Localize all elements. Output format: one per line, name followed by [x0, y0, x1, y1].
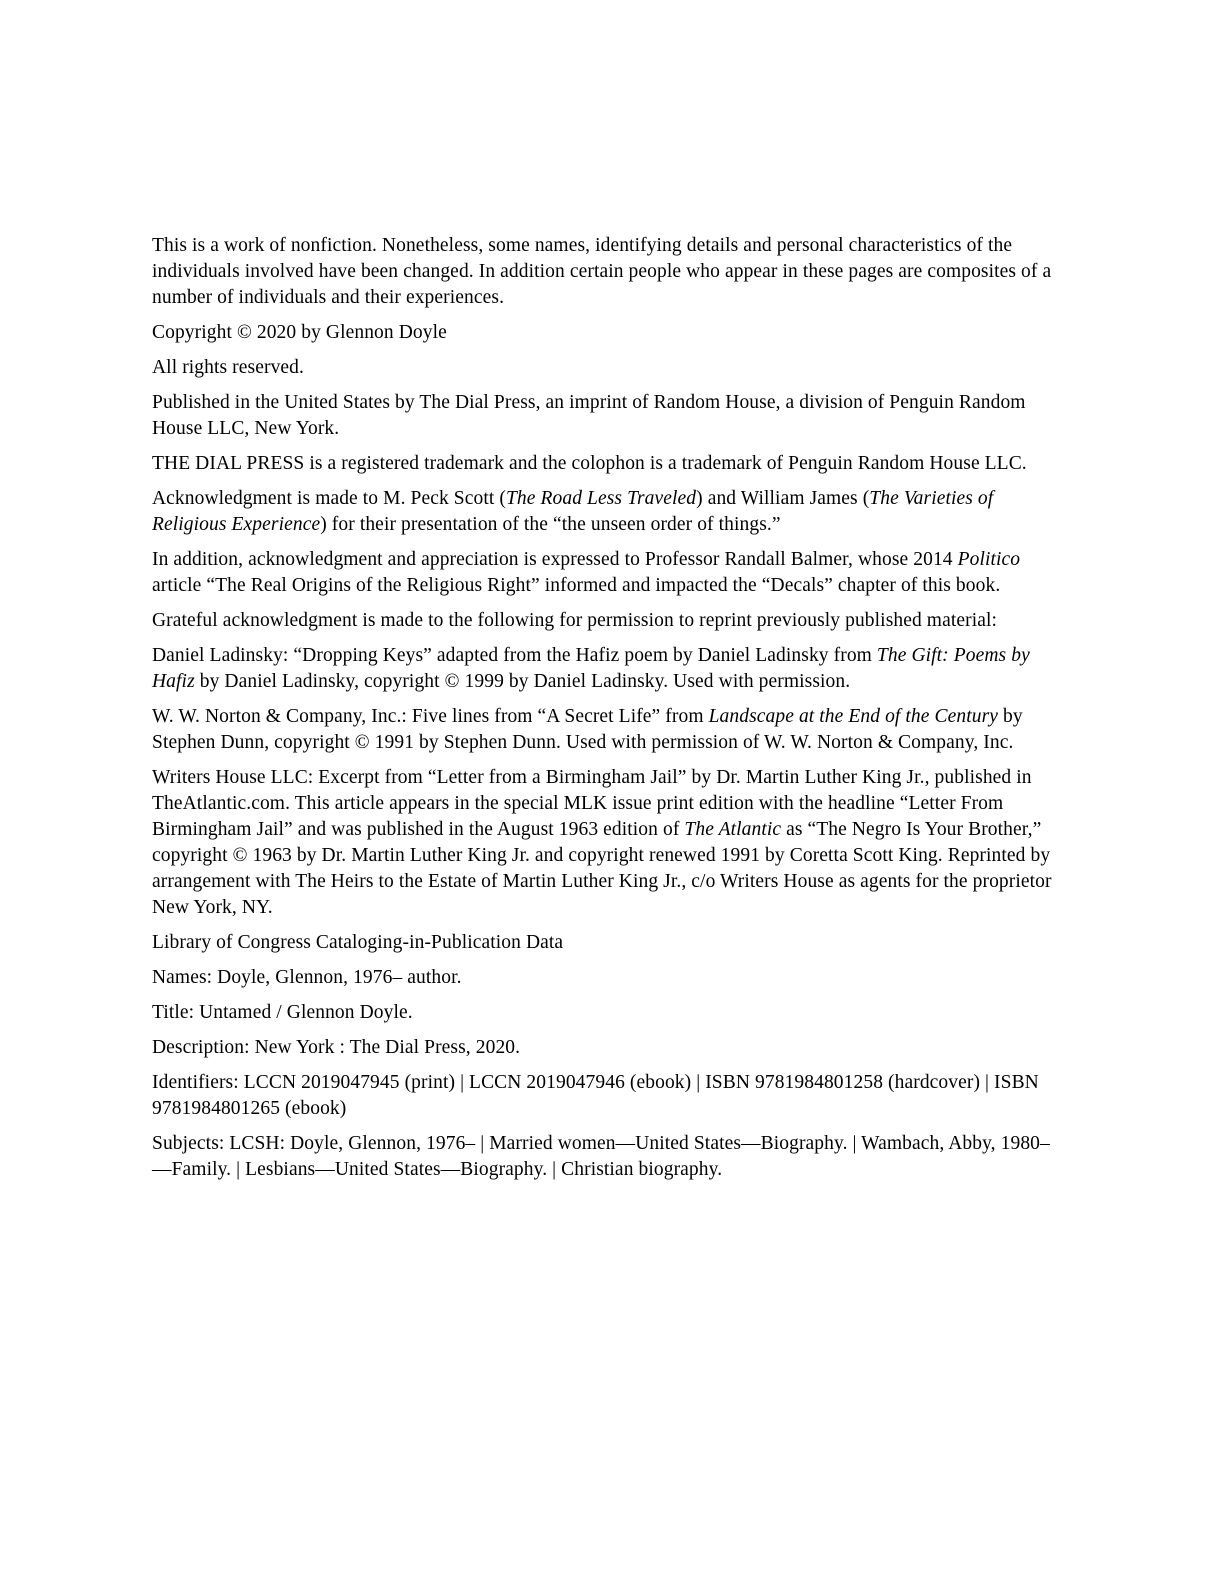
paragraph [152, 1070, 1068, 1122]
text-run: Subjects: LCSH: Doyle, Glennon, 1976– | Married women—United States—Biography. | Wambach, Abby, 1980– —Family. | Lesbians—United States—Biography. | Christian biography. [152, 1133, 1050, 1180]
text-run: Grateful acknowledgment is made to the following for permission to reprint previously published material: [152, 610, 998, 631]
text-run: Names: Doyle, Glennon, 1976– author. [152, 967, 462, 988]
paragraph [152, 486, 1068, 538]
text-run: by Stephen Dunn, copyright © 1991 by Stephen Dunn. Used with permission of W. W. Norton & Company, Inc. [152, 706, 1023, 753]
paragraph [152, 765, 1068, 921]
paragraph [152, 704, 1068, 756]
paragraph [152, 643, 1068, 695]
text-run: ) and William James ( [696, 488, 870, 509]
text-run: W. W. Norton & Company, Inc.: Five lines from “A Secret Life” from [152, 706, 709, 727]
text-run: as “The Negro Is Your Brother,” copyright © 1963 by Dr. Martin Luther King Jr. and copyright renewed 1991 by Coretta Scott King. Reprinted by arrangement with The Heirs to the Estate of Martin Luther King Jr., c/o Writers House as agents for the proprietor New York, NY. [152, 819, 1052, 918]
paragraph [152, 965, 1068, 991]
paragraph [152, 320, 1068, 346]
italic-text-run: The Gift: Poems by Hafiz [152, 645, 1030, 692]
paragraph [152, 451, 1068, 477]
text-run: article “The Real Origins of the Religious Right” informed and impacted the “Decals” chapter of this book. [152, 575, 1001, 596]
paragraph [152, 1131, 1068, 1183]
text-run: Copyright © 2020 by Glennon Doyle [152, 322, 447, 343]
text-run: ) for their presentation of the “the unseen order of things.” [320, 514, 781, 535]
paragraph [152, 608, 1068, 634]
text-run: Library of Congress Cataloging-in-Publication Data [152, 932, 564, 953]
text-run: by Daniel Ladinsky, copyright © 1999 by Daniel Ladinsky. Used with permission. [194, 671, 851, 692]
paragraph [152, 930, 1068, 956]
paragraph [152, 390, 1068, 442]
paragraph [152, 233, 1068, 311]
text-run: THE DIAL PRESS is a registered trademark and the colophon is a trademark of Penguin Random House LLC. [152, 453, 1027, 474]
paragraph [152, 355, 1068, 381]
text-run: Description: New York : The Dial Press, 2020. [152, 1037, 521, 1058]
text-run: Daniel Ladinsky: “Dropping Keys” adapted from the Hafiz poem by Daniel Ladinsky from [152, 645, 877, 666]
paragraph [152, 547, 1068, 599]
text-run: Published in the United States by The Dial Press, an imprint of Random House, a division of Penguin Random House LLC, New York. [152, 392, 1026, 439]
italic-text-run: The Varieties of Religious Experience [152, 488, 994, 535]
text-run: Identifiers: LCCN 2019047945 (print) | LCCN 2019047946 (ebook) | ISBN 9781984801258 (hardcover) | ISBN 9781984801265 (ebook) [152, 1072, 1039, 1119]
text-run: This is a work of nonfiction. Nonetheless, some names, identifying details and personal characteristics of the individuals involved have been changed. In addition certain people who appear in these pages are composites of a number of individuals and their experiences. [152, 235, 1052, 308]
text-run: All rights reserved. [152, 357, 305, 378]
text-run: In addition, acknowledgment and appreciation is expressed to Professor Randall Balmer, whose 2014 [152, 549, 958, 570]
text-run: Title: Untamed / Glennon Doyle. [152, 1002, 413, 1023]
paragraph [152, 1000, 1068, 1026]
italic-text-run: Landscape at the End of the Century [708, 706, 999, 727]
italic-text-run: The Atlantic [684, 819, 782, 840]
copyright-text-block [152, 233, 1068, 1183]
text-run: Writers House LLC: Excerpt from “Letter from a Birmingham Jail” by Dr. Martin Luther King Jr., published in TheAtlantic.com. This article appears in the special MLK issue print edition with the headline “Letter From Birmingham Jail” and was published in the August 1963 edition of [152, 767, 1032, 840]
text-run: Acknowledgment is made to M. Peck Scott ( [152, 488, 506, 509]
italic-text-run: Politico [957, 549, 1021, 570]
paragraph [152, 1035, 1068, 1061]
italic-text-run: The Road Less Traveled [505, 488, 697, 509]
